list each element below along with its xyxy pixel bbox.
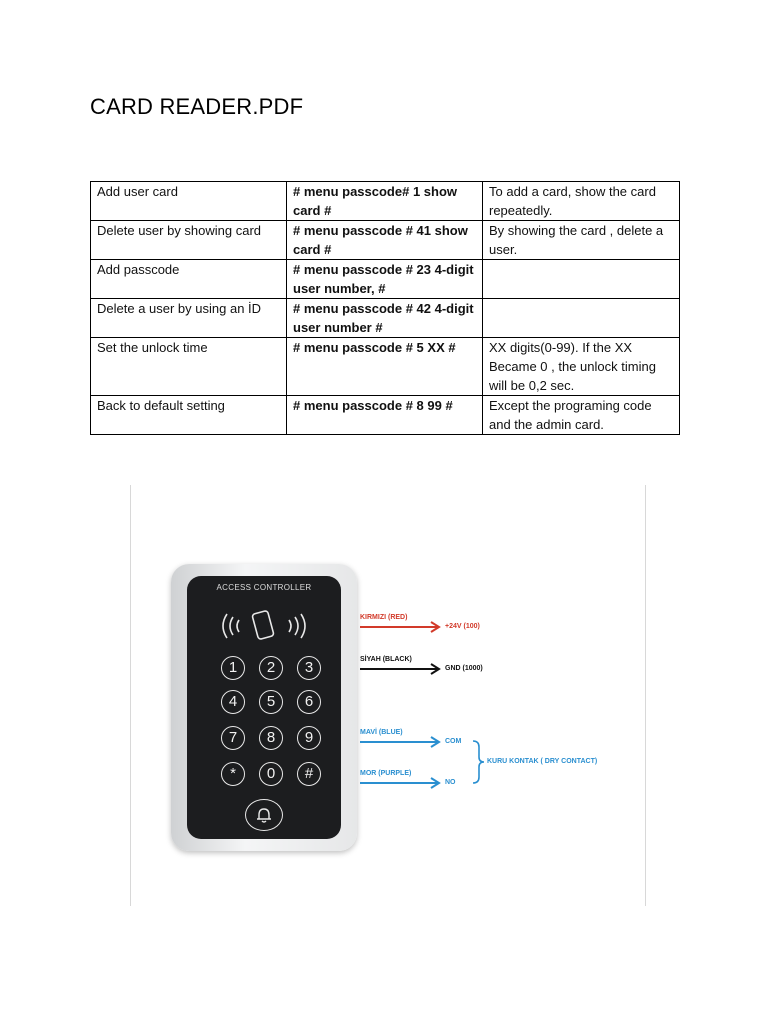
command-cell: # menu passcode # 23 4-digit user number, # <box>287 260 483 299</box>
blue-wire-label: MAVİ (BLUE) <box>360 729 403 736</box>
command-cell: # menu passcode # 5 XX # <box>287 338 483 396</box>
note-cell: To add a card, show the card repeatedly. <box>483 182 680 221</box>
blue-wire-target: COM <box>445 738 462 745</box>
purple-wire-target: NO <box>445 779 456 786</box>
action-cell: Add passcode <box>91 260 287 299</box>
action-cell: Set the unlock time <box>91 338 287 396</box>
keypad-key: 8 <box>259 726 283 750</box>
note-cell: Except the programing code and the admin card. <box>483 396 680 435</box>
command-cell: # menu passcode # 41 show card # <box>287 221 483 260</box>
document-title: CARD READER.PDF <box>90 94 304 119</box>
keypad-key: 4 <box>221 690 245 714</box>
device-label: ACCESS CONTROLLER <box>216 583 312 592</box>
command-cell: # menu passcode# 1 show card # <box>287 182 483 221</box>
command-cell: # menu passcode # 42 4-digit user number # <box>287 299 483 338</box>
keypad-key: 6 <box>297 690 321 714</box>
black-wire-target: GND (1000) <box>445 665 483 672</box>
table-row <box>91 338 680 396</box>
purple-wire-label: MOR (PURPLE) <box>360 770 412 777</box>
red-wire-label: KIRMIZI (RED) <box>360 614 408 621</box>
note-cell <box>483 299 680 338</box>
note-cell: By showing the card , delete a user. <box>483 221 680 260</box>
table-row <box>91 299 680 338</box>
keypad-key: 0 <box>259 762 283 786</box>
command-cell: # menu passcode # 8 99 # <box>287 396 483 435</box>
dry-contact-label: KURU KONTAK ( DRY CONTACT) <box>487 758 598 765</box>
table-row <box>91 396 680 435</box>
black-wire-label: SİYAH (BLACK) <box>360 656 412 663</box>
wire-arrows <box>131 485 647 906</box>
wiring-figure <box>130 485 646 906</box>
keypad-key: 7 <box>221 726 245 750</box>
command-table <box>90 181 680 435</box>
note-cell: XX digits(0-99). If the XX Became 0 , the unlock timing will be 0,2 sec. <box>483 338 680 396</box>
action-cell: Back to default setting <box>91 396 287 435</box>
table-row <box>91 182 680 221</box>
table-row <box>91 221 680 260</box>
keypad-key: 2 <box>259 656 283 680</box>
note-cell <box>483 260 680 299</box>
keypad-key: 9 <box>297 726 321 750</box>
action-cell: Add user card <box>91 182 287 221</box>
action-cell: Delete a user by using an İD <box>91 299 287 338</box>
keypad-key: 3 <box>297 656 321 680</box>
red-wire-target: +24V (100) <box>445 623 480 630</box>
keypad-key: * <box>221 762 245 786</box>
keypad-key: 1 <box>221 656 245 680</box>
keypad-key: 5 <box>259 690 283 714</box>
action-cell: Delete user by showing card <box>91 221 287 260</box>
keypad-key: # <box>297 762 321 786</box>
table-row <box>91 260 680 299</box>
